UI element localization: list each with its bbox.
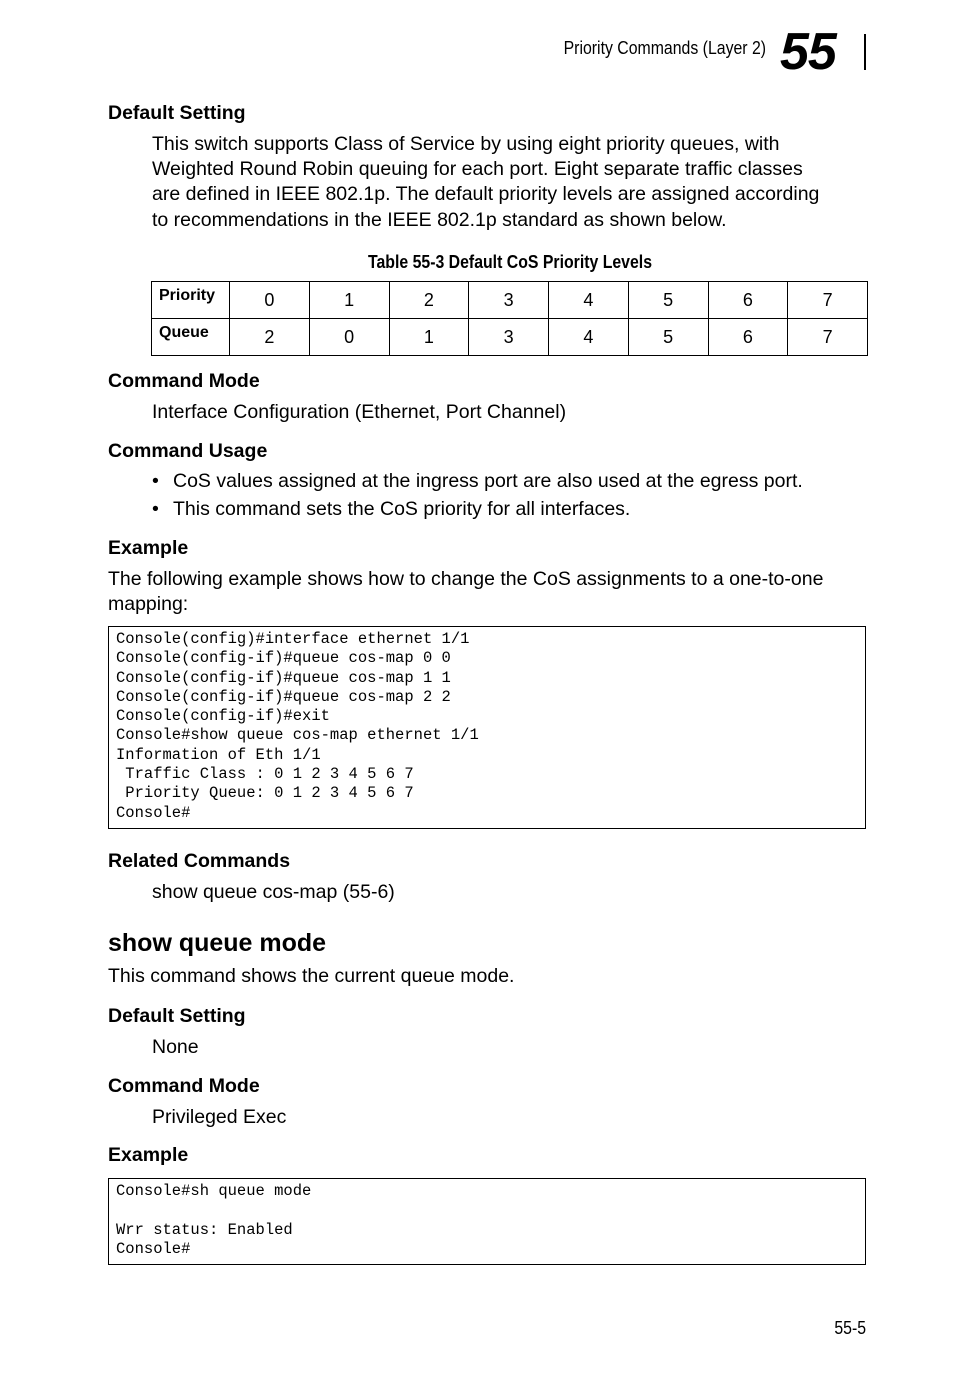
code-example-cos-map: Console(config)#interface ethernet 1/1 Console(config-if)#queue cos-map 0 0 Console(config-if)#queue cos-map 1 1 Console(config-if)#queue cos-map 2 2 Console(config-if)#exit Console#show queue cos-map ethernet 1/1 Information of Eth 1/1 Traffic Class : 0 1 2 3 4 5 6 7 Priority Queue: 0 1 2 3 4 5 6 7 Console# <box>108 626 866 829</box>
table-row-priority <box>152 282 868 319</box>
command-mode-heading: Command Mode <box>108 370 260 392</box>
default-setting-text-2: None <box>152 1036 199 1058</box>
table-caption: Table 55-3 Default CoS Priority Levels <box>367 252 653 272</box>
table-cell: 2 <box>389 282 469 319</box>
command-description: This command shows the current queue mode. <box>108 965 515 987</box>
table-cell: 0 <box>230 282 310 319</box>
default-setting-heading: Default Setting <box>108 102 246 124</box>
chapter-number: 55 <box>780 23 836 81</box>
command-title: show queue mode <box>108 929 327 957</box>
table-cell: 3 <box>469 319 549 356</box>
table-cell: 2 <box>230 319 310 356</box>
command-mode-heading-2: Command Mode <box>108 1075 260 1097</box>
bullet-marker: • <box>152 498 159 520</box>
default-setting-line-4: to recommendations in the IEEE 802.1p standard as shown below. <box>152 209 727 231</box>
table-row-queue <box>152 319 868 356</box>
table-cell: 0 <box>309 319 389 356</box>
usage-bullet-1 <box>152 470 803 493</box>
example-intro-line-1: The following example shows how to change the CoS assignments to a one-to-one <box>108 568 824 590</box>
example-intro-line-2: mapping: <box>108 593 189 615</box>
default-setting-line-1: This switch supports Class of Service by using eight priority queues, with <box>152 133 780 155</box>
table-cell: 1 <box>309 282 389 319</box>
related-commands-heading: Related Commands <box>108 850 291 872</box>
table-cell: 5 <box>628 319 708 356</box>
header-divider <box>864 34 866 70</box>
usage-bullet-text: CoS values assigned at the ingress port are also used at the egress port. <box>173 470 803 492</box>
example-heading-2: Example <box>108 1144 189 1166</box>
usage-bullet-text: This command sets the CoS priority for all interfaces. <box>173 498 631 520</box>
code-example-queue-mode: Console#sh queue mode Wrr status: Enabled Console# <box>108 1178 866 1265</box>
table-cell: 1 <box>389 319 469 356</box>
command-usage-heading: Command Usage <box>108 440 268 462</box>
table-cell: 4 <box>549 319 629 356</box>
command-mode-text-2: Privileged Exec <box>152 1106 287 1128</box>
table-cell: 4 <box>549 282 629 319</box>
command-mode-text: Interface Configuration (Ethernet, Port Channel) <box>152 401 567 423</box>
table-cell: 7 <box>788 282 868 319</box>
example-heading: Example <box>108 537 189 559</box>
table-cell: 6 <box>708 319 788 356</box>
default-setting-line-3: are defined in IEEE 802.1p. The default priority levels are assigned according <box>152 183 820 205</box>
row-header-queue: Queue <box>152 319 230 356</box>
related-command-link: show queue cos-map (55-6) <box>152 881 395 903</box>
default-setting-line-2: Weighted Round Robin queuing for each port. Eight separate traffic classes <box>152 158 803 180</box>
table-cell: 7 <box>788 319 868 356</box>
table-cell: 5 <box>628 282 708 319</box>
default-setting-heading-2: Default Setting <box>108 1005 246 1027</box>
page-number: 55-5 <box>834 1318 866 1338</box>
bullet-marker: • <box>152 470 159 492</box>
table-cell: 3 <box>469 282 549 319</box>
usage-bullet-2 <box>152 498 630 521</box>
cos-priority-table <box>151 281 868 356</box>
row-header-priority: Priority <box>152 282 230 319</box>
table-cell: 6 <box>708 282 788 319</box>
running-header-title: Priority Commands (Layer 2) <box>563 38 766 58</box>
